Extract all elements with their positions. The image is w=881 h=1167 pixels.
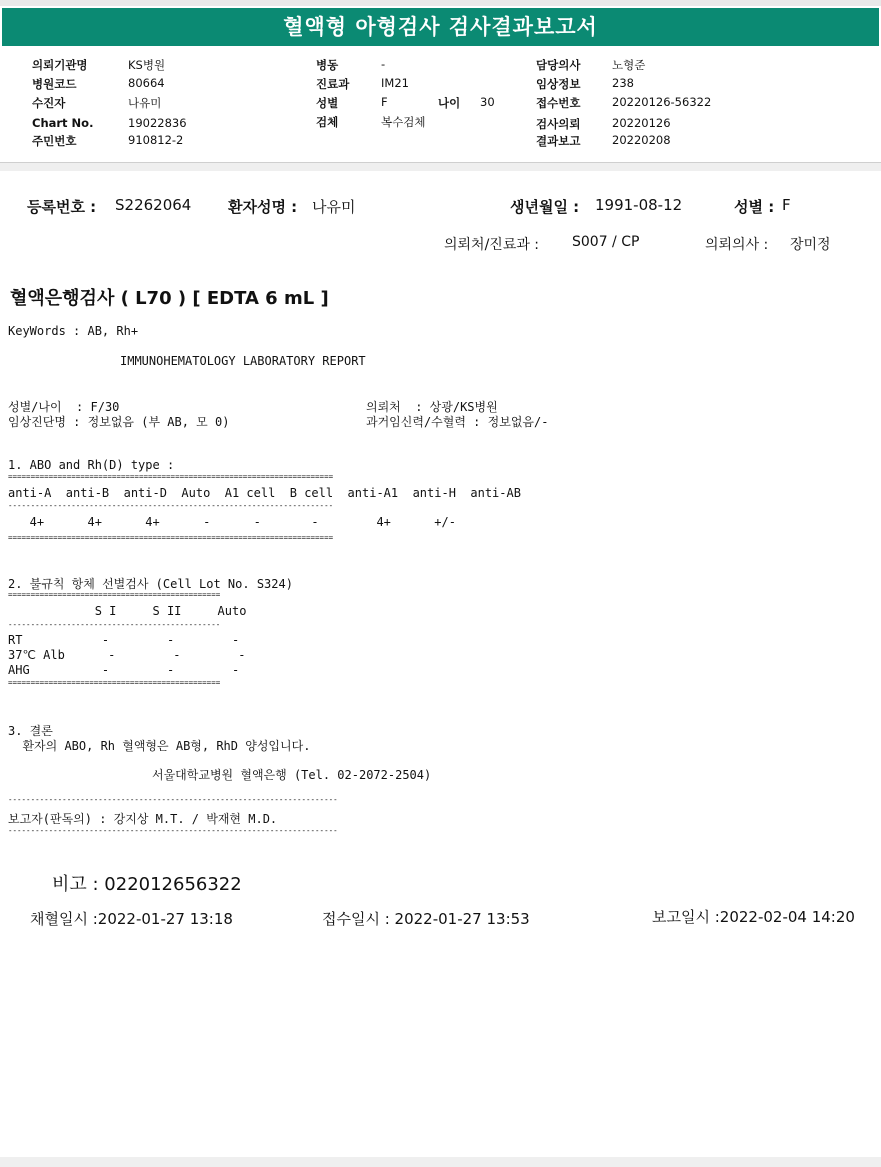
info-label: 접수번호 [536, 96, 581, 110]
sex-label: 성별 : [734, 198, 775, 216]
screen-table-row: RT - - - [8, 633, 240, 647]
dob-value: 1991-08-12 [595, 196, 683, 214]
section2-title: 2. 불규칙 항체 선별검사 (Cell Lot No. S324) [8, 577, 293, 591]
info-label: 결과보고 [536, 134, 581, 148]
report-title-bar: 혈액형 아형검사 검사결과보고서 [2, 8, 879, 46]
info-value: 20220126 [612, 116, 671, 130]
info-label: Chart No. [32, 116, 94, 130]
info-label: 진료과 [316, 77, 350, 91]
bottom-strip [0, 1157, 881, 1167]
info-value: 노형준 [612, 58, 646, 72]
separator-bar [0, 163, 881, 171]
conclusion-text: 환자의 ABO, Rh 혈액형은 AB형, RhD 양성입니다. [8, 739, 311, 753]
info-label: 담당의사 [536, 58, 581, 72]
requester-line: 의뢰처 : 상광/KS병원 [366, 400, 498, 414]
double-rule: =============================================== [8, 678, 221, 687]
doctor-label: 의뢰의사 : [705, 237, 769, 253]
reporter-line: 보고자(판독의) : 강지상 M.T. / 박재현 M.D. [8, 812, 278, 826]
section1-title: 1. ABO and Rh(D) type : [8, 458, 175, 472]
dash-rule: ------------------------------------------------------------------------- [8, 795, 338, 804]
info-value: 복수검체 [381, 115, 426, 129]
request-info-box [0, 48, 881, 163]
info-value: 20220126-56322 [612, 95, 712, 109]
info-value: 910812-2 [128, 133, 184, 147]
history-line: 과거임신력/수혈력 : 정보없음/- [366, 415, 549, 429]
info-label: 검사의뢰 [536, 117, 581, 131]
info-value: 238 [612, 76, 634, 90]
double-rule: ======================================================================== [8, 472, 334, 481]
info-value: - [381, 57, 386, 71]
dob-label: 생년월일 : [510, 198, 580, 216]
keywords: KeyWords : AB, Rh+ [8, 324, 139, 338]
abo-table-values: 4+ 4+ 4+ - - - 4+ +/- [8, 515, 456, 529]
remark-line: 비고 : 022012656322 [52, 874, 242, 895]
dept-label: 의뢰처/진료과 : [444, 237, 540, 253]
info-value: 30 [480, 95, 495, 109]
report-heading: IMMUNOHEMATOLOGY LABORATORY REPORT [120, 354, 366, 368]
info-label: 성별 [316, 96, 339, 110]
info-value: 80664 [128, 76, 165, 90]
screen-table-header: S I S II Auto [8, 604, 247, 618]
report-time: 보고일시 :2022-02-04 14:20 [652, 908, 855, 926]
screen-table-row: AHG - - - [8, 663, 240, 677]
info-value: 20220208 [612, 133, 671, 147]
sex-age-line: 성별/나이 : F/30 [8, 400, 120, 414]
info-label: 병동 [316, 58, 339, 72]
doctor-value: 장미정 [790, 237, 831, 253]
reg-label: 등록번호 : [27, 198, 97, 216]
screen-table-row: 37℃ Alb - - - [8, 648, 246, 662]
abo-table-header: anti-A anti-B anti-D Auto A1 cell B cell anti-A1 anti-H anti-AB [8, 486, 521, 500]
info-value: F [381, 95, 388, 109]
info-label: 주민번호 [32, 134, 77, 148]
name-label: 환자성명 : [228, 198, 298, 216]
dept-value: S007 / CP [572, 234, 640, 250]
top-strip [0, 0, 881, 6]
sex-value: F [782, 196, 791, 214]
info-label: 검체 [316, 115, 339, 129]
info-label: 수진자 [32, 96, 66, 110]
info-value: 나유미 [128, 96, 162, 110]
hospital-line: 서울대학교병원 혈액은행 (Tel. 02-2072-2504) [152, 768, 432, 782]
info-label: 의뢰기관명 [32, 58, 88, 72]
dash-rule: ------------------------------------------------------------------------ [8, 501, 334, 510]
double-rule: ======================================================================== [8, 533, 334, 542]
info-label: 임상정보 [536, 77, 581, 91]
info-value: IM21 [381, 76, 409, 90]
double-rule: =============================================== [8, 590, 221, 599]
info-label: 병원코드 [32, 77, 77, 91]
dash-rule: ----------------------------------------------- [8, 620, 221, 629]
collect-time: 채혈일시 :2022-01-27 13:18 [30, 910, 233, 928]
test-title: 혈액은행검사 ( L70 ) [ EDTA 6 mL ] [10, 288, 329, 309]
diagnosis-line: 임상진단명 : 정보없음 (부 AB, 모 0) [8, 415, 230, 429]
name-value: 나유미 [312, 198, 356, 216]
dash-rule: ------------------------------------------------------------------------- [8, 826, 338, 835]
section3-title: 3. 결론 [8, 724, 53, 738]
info-label: 나이 [438, 96, 461, 110]
info-value: 19022836 [128, 116, 187, 130]
info-value: KS병원 [128, 58, 166, 72]
receive-time: 접수일시 : 2022-01-27 13:53 [322, 910, 530, 928]
reg-value: S2262064 [115, 196, 192, 214]
